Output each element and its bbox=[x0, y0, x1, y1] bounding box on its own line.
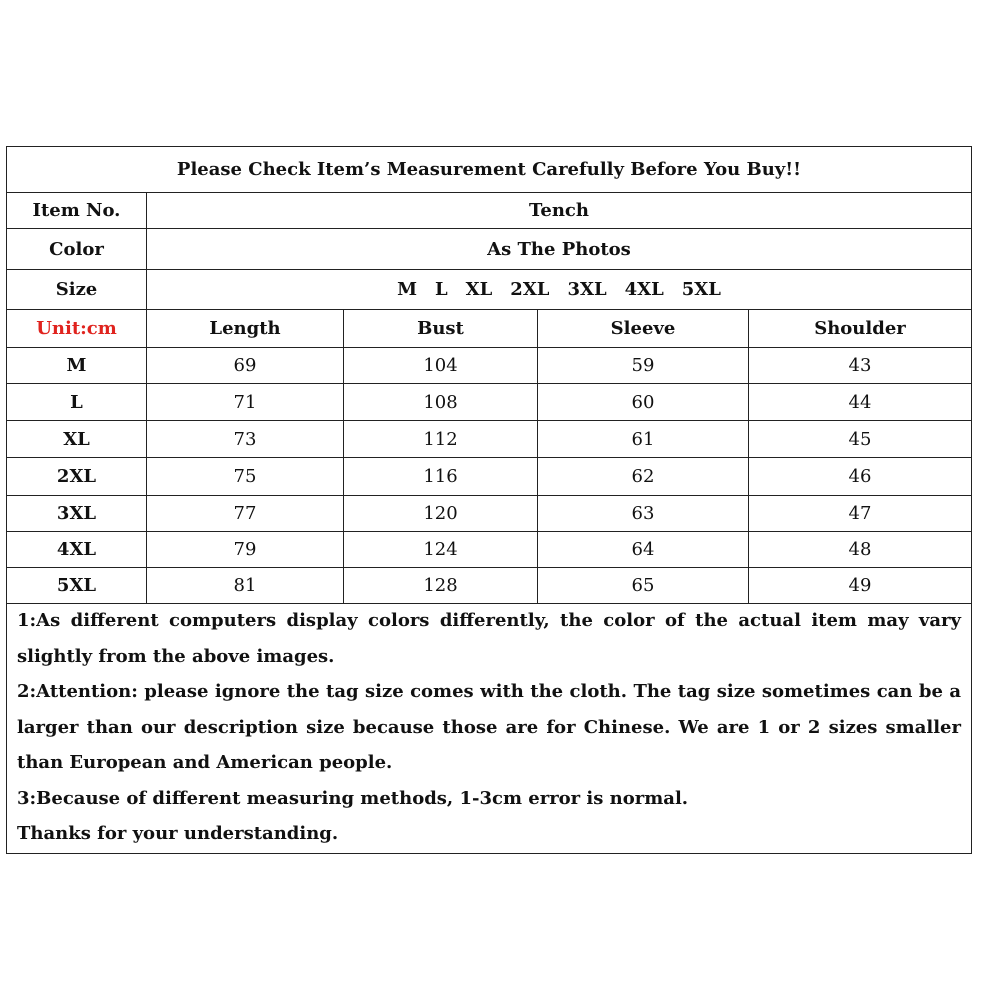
length-cell: 81 bbox=[146, 568, 343, 603]
bust-cell: 116 bbox=[343, 458, 537, 495]
row-size-label: L bbox=[70, 391, 83, 413]
note-measurement-error: 3:Because of different measuring methods, 1-3cm error is normal. bbox=[17, 787, 689, 809]
note-tag-size: 2:Attention: please ignore the tag size comes with the cloth. The tag size sometimes can be a larger than our description size because those are for Chinese. We are 1 or 2 sizes smaller than European and American people. bbox=[17, 681, 961, 773]
length-cell: 75 bbox=[146, 458, 343, 495]
row-size-label: XL bbox=[63, 428, 90, 450]
bust-cell: 112 bbox=[343, 421, 537, 457]
size-label: Size bbox=[55, 279, 98, 300]
item-number-label: Item No. bbox=[32, 200, 121, 221]
size-row bbox=[7, 270, 971, 310]
table-row bbox=[7, 496, 971, 532]
size-option: 3XL bbox=[567, 279, 607, 300]
bust-cell: 104 bbox=[343, 348, 537, 383]
sleeve-cell: 60 bbox=[537, 384, 748, 420]
color-label: Color bbox=[49, 238, 104, 260]
bust-cell: 108 bbox=[343, 384, 537, 420]
length-cell: 73 bbox=[146, 421, 343, 457]
row-size-label: 4XL bbox=[56, 539, 97, 560]
bust-cell: 124 bbox=[343, 532, 537, 567]
table-row bbox=[7, 348, 971, 384]
column-header-shoulder: Shoulder bbox=[748, 310, 971, 347]
notes-section bbox=[17, 603, 961, 852]
table-row bbox=[7, 384, 971, 421]
row-size-label: 3XL bbox=[56, 503, 97, 524]
bust-cell: 120 bbox=[343, 496, 537, 531]
shoulder-cell: 44 bbox=[748, 384, 971, 420]
table-row bbox=[7, 568, 971, 604]
length-cell: 69 bbox=[146, 348, 343, 383]
shoulder-cell: 47 bbox=[748, 496, 971, 531]
color-value: As The Photos bbox=[146, 229, 971, 269]
size-option: M bbox=[397, 279, 418, 300]
note-thanks: Thanks for your understanding. bbox=[17, 823, 339, 844]
shoulder-cell: 46 bbox=[748, 458, 971, 495]
length-cell: 79 bbox=[146, 532, 343, 567]
table-row bbox=[7, 458, 971, 496]
sleeve-cell: 64 bbox=[537, 532, 748, 567]
table-row bbox=[7, 532, 971, 568]
title-row bbox=[7, 147, 971, 193]
size-option: 2XL bbox=[510, 279, 550, 300]
color-row bbox=[7, 229, 971, 270]
row-size-label: 5XL bbox=[56, 575, 97, 596]
size-option: 5XL bbox=[681, 279, 721, 300]
sleeve-cell: 61 bbox=[537, 421, 748, 457]
size-list bbox=[146, 270, 971, 309]
sleeve-cell: 62 bbox=[537, 458, 748, 495]
chart-title: Please Check Item’s Measurement Carefully Before You Buy!! bbox=[176, 159, 802, 180]
length-cell: 77 bbox=[146, 496, 343, 531]
shoulder-cell: 43 bbox=[748, 348, 971, 383]
sleeve-cell: 59 bbox=[537, 348, 748, 383]
shoulder-cell: 48 bbox=[748, 532, 971, 567]
shoulder-cell: 45 bbox=[748, 421, 971, 457]
column-header-length: Length bbox=[146, 310, 343, 347]
table-row bbox=[7, 421, 971, 458]
item-number-value: Tench bbox=[146, 193, 971, 228]
sleeve-cell: 63 bbox=[537, 496, 748, 531]
bust-cell: 128 bbox=[343, 568, 537, 603]
size-option: XL bbox=[465, 279, 493, 300]
size-option: 4XL bbox=[624, 279, 664, 300]
item-number-row bbox=[7, 193, 971, 229]
shoulder-cell: 49 bbox=[748, 568, 971, 603]
size-chart-table bbox=[6, 146, 972, 854]
row-size-label: M bbox=[66, 355, 87, 376]
unit-label: Unit:cm bbox=[36, 318, 117, 339]
column-header-sleeve: Sleeve bbox=[537, 310, 748, 347]
row-size-label: 2XL bbox=[56, 466, 97, 487]
column-header-bust: Bust bbox=[343, 310, 537, 347]
size-option: L bbox=[435, 279, 448, 300]
note-color-variance: 1:As different computers display colors differently, the color of the actual item may vary slightly from the above images. bbox=[17, 610, 961, 667]
measurement-header-row bbox=[7, 310, 971, 348]
sleeve-cell: 65 bbox=[537, 568, 748, 603]
length-cell: 71 bbox=[146, 384, 343, 420]
